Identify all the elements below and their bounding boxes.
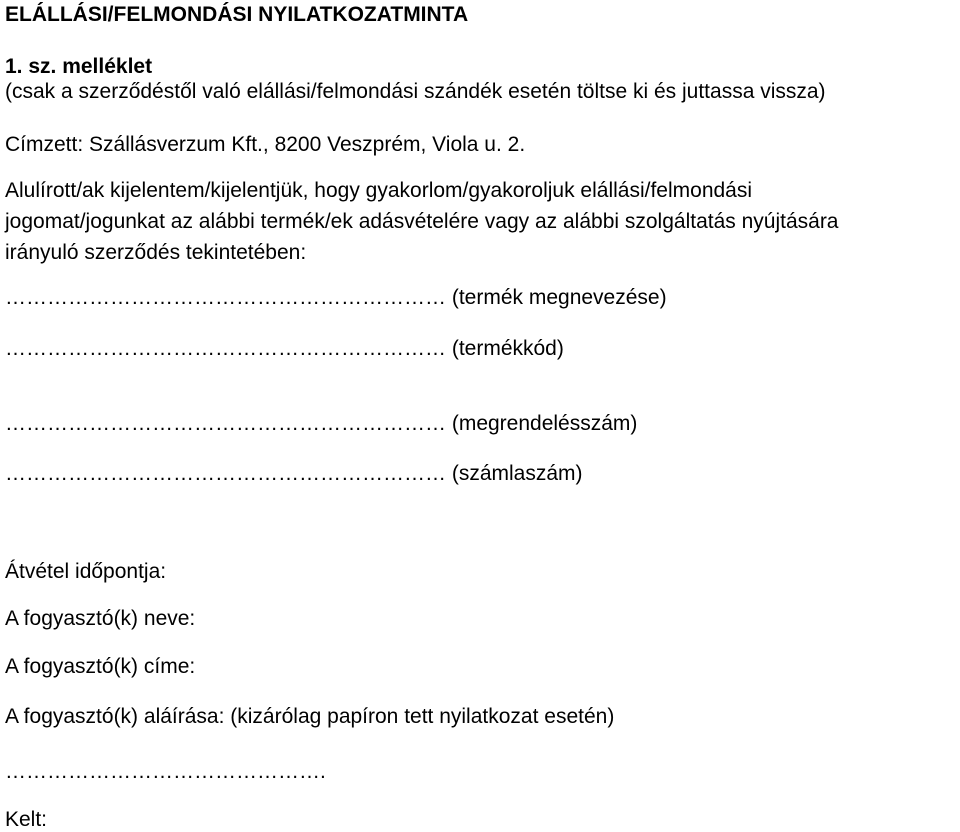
order-number-field: ……………………………………………………… (megrendelésszám) <box>5 412 638 435</box>
product-name-field: ……………………………………………………… (termék megnevezése) <box>5 286 667 309</box>
consumer-name-label: A fogyasztó(k) neve: <box>5 607 196 630</box>
form-title: ELÁLLÁSI/FELMONDÁSI NYILATKOZATMINTA <box>5 3 469 26</box>
product-code-field: ……………………………………………………… (termékkód) <box>5 337 564 360</box>
addressee-line: Címzett: Szállásverzum Kft., 8200 Veszprém, Viola u. 2. <box>5 133 526 156</box>
declaration-line-3: irányuló szerződés tekintetében: <box>5 241 307 264</box>
declaration-paragraph <box>5 175 955 268</box>
receipt-date-label: Átvétel időpontja: <box>5 560 167 583</box>
signature-dotted-line: ………………………………………. <box>5 760 326 783</box>
annex-label: 1. sz. melléklet <box>5 55 153 78</box>
invoice-number-field: ……………………………………………………… (számlaszám) <box>5 462 583 485</box>
declaration-line-1: Alulírott/ak kijelentem/kijelentjük, hogy gyakorlom/gyakoroljuk elállási/felmondási <box>5 179 753 202</box>
instruction-text: (csak a szerződéstől való elállási/felmondási szándék esetén töltse ki és juttassa vissza) <box>5 80 826 103</box>
declaration-line-2: jogomat/jogunkat az alábbi termék/ek adásvételére vagy az alábbi szolgáltatás nyújtására <box>5 210 839 233</box>
dated-label: Kelt: <box>5 808 48 831</box>
consumer-signature-label: A fogyasztó(k) aláírása: (kizárólag papíron tett nyilatkozat esetén) <box>5 705 615 728</box>
consumer-address-label: A fogyasztó(k) címe: <box>5 655 196 678</box>
